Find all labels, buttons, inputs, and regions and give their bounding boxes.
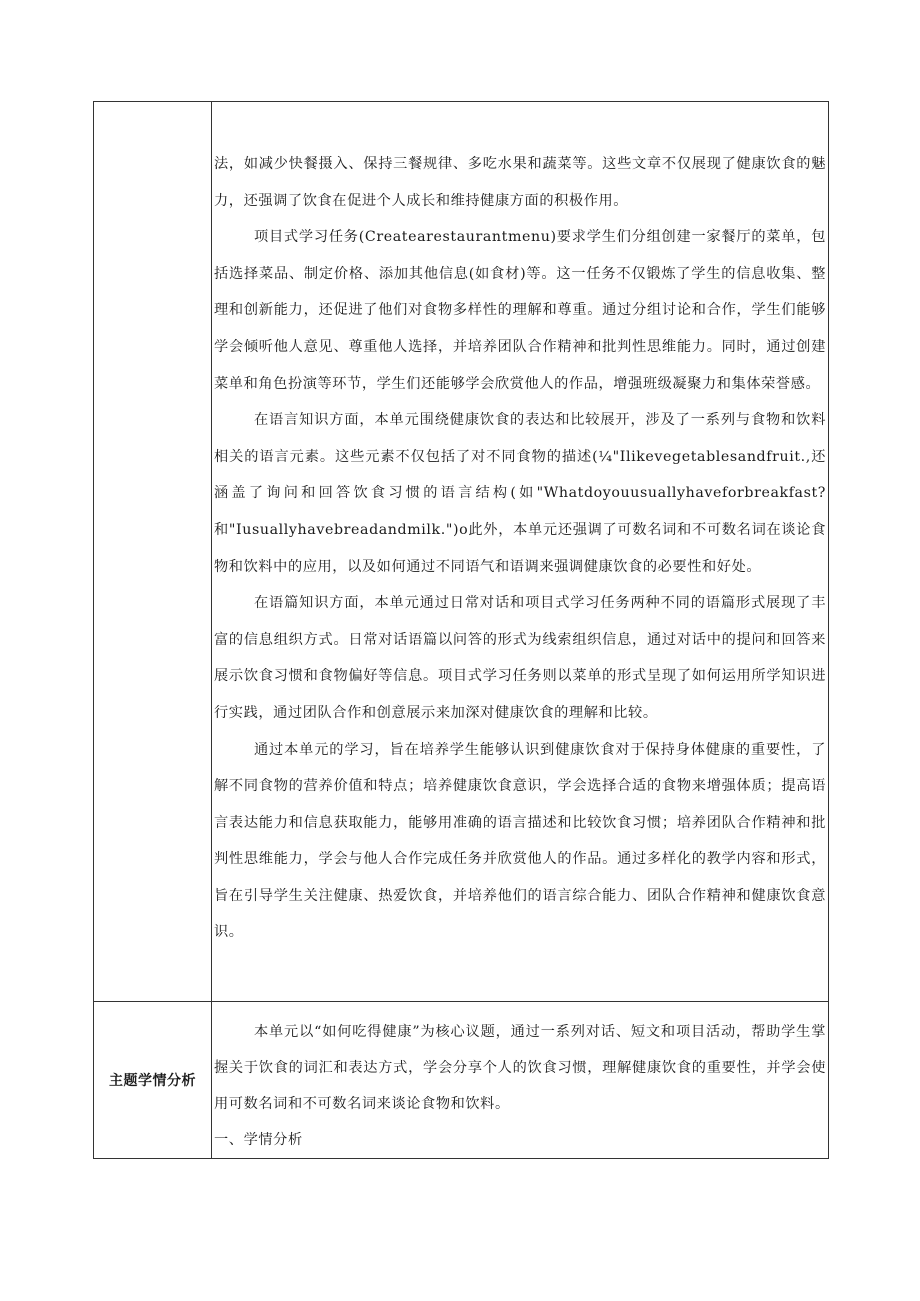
unit-content-cell: [212, 102, 829, 1002]
analysis-content-cell: [212, 1002, 829, 1159]
subheading: 一、学情分析: [214, 1132, 303, 1148]
unit-label-cell: [94, 102, 212, 1002]
section-label: 主题学情分析: [109, 1073, 196, 1089]
document-table: [93, 101, 829, 1159]
unit-content-row: [94, 102, 829, 1002]
paragraph: 在语言知识方面，本单元围绕健康饮食的表达和比较展开，涉及了一系列与食物和饮料相关的语言元素。这些元素不仅包括了对不同食物的描述(¼"Ilikevegetablesandfruit.,还涵盖了询问和回答饮食习惯的语言结构(如"Whatdoyouusuallyhaveforbreakfast?和"Iusuallyhavebreadandmilk.")o此外，本单元还强调了可数名词和不可数名词在谈论食物和饮料中的应用，以及如何通过不同语气和语调来强调健康饮食的必要性和好处。: [214, 412, 826, 575]
paragraph: 项目式学习任务(Createarestaurantmenu)要求学生们分组创建一家餐厅的菜单，包括选择菜品、制定价格、添加其他信息(如食材)等。这一任务不仅锻炼了学生的信息收集、整理和创新能力，还促进了他们对食物多样性的理解和尊重。通过分组讨论和合作，学生们能够学会倾听他人意见、尊重他人选择，并培养团队合作精神和批判性思维能力。同时，通过创建菜单和角色扮演等环节，学生们还能够学会欣赏他人的作品，增强班级凝聚力和集体荣誉感。: [214, 229, 826, 392]
paragraph: 法，如减少快餐摄入、保持三餐规律、多吃水果和蔬菜等。这些文章不仅展现了健康饮食的魅力，还强调了饮食在促进个人成长和维持健康方面的积极作用。: [214, 156, 826, 209]
analysis-label-cell: [94, 1002, 212, 1159]
paragraph: 本单元以“如何吃得健康”为核心议题，通过一系列对话、短文和项目活动，帮助学生掌握关于饮食的词汇和表达方式，学会分享个人的饮食习惯，理解健康饮食的重要性，并学会使用可数名词和不可数名词来谈论食物和饮料。: [214, 1024, 826, 1112]
paragraph: 在语篇知识方面，本单元通过日常对话和项目式学习任务两种不同的语篇形式展现了丰富的信息组织方式。日常对话语篇以问答的形式为线索组织信息，通过对话中的提问和回答来展示饮食习惯和食物偏好等信息。项目式学习任务则以菜单的形式呈现了如何运用所学知识进行实践，通过团队合作和创意展示来加深对健康饮食的理解和比较。: [214, 595, 826, 721]
analysis-row: [94, 1002, 829, 1159]
paragraph: 通过本单元的学习，旨在培养学生能够认识到健康饮食对于保持身体健康的重要性，了解不同食物的营养价值和特点；培养健康饮食意识，学会选择合适的食物来增强体质；提高语言表达能力和信息获取能力，能够用准确的语言描述和比较饮食习惯；培养团队合作精神和批判性思维能力，学会与他人合作完成任务并欣赏他人的作品。通过多样化的教学内容和形式，旨在引导学生关注健康、热爱饮食，并培养他们的语言综合能力、团队合作精神和健康饮食意识。: [214, 741, 826, 941]
